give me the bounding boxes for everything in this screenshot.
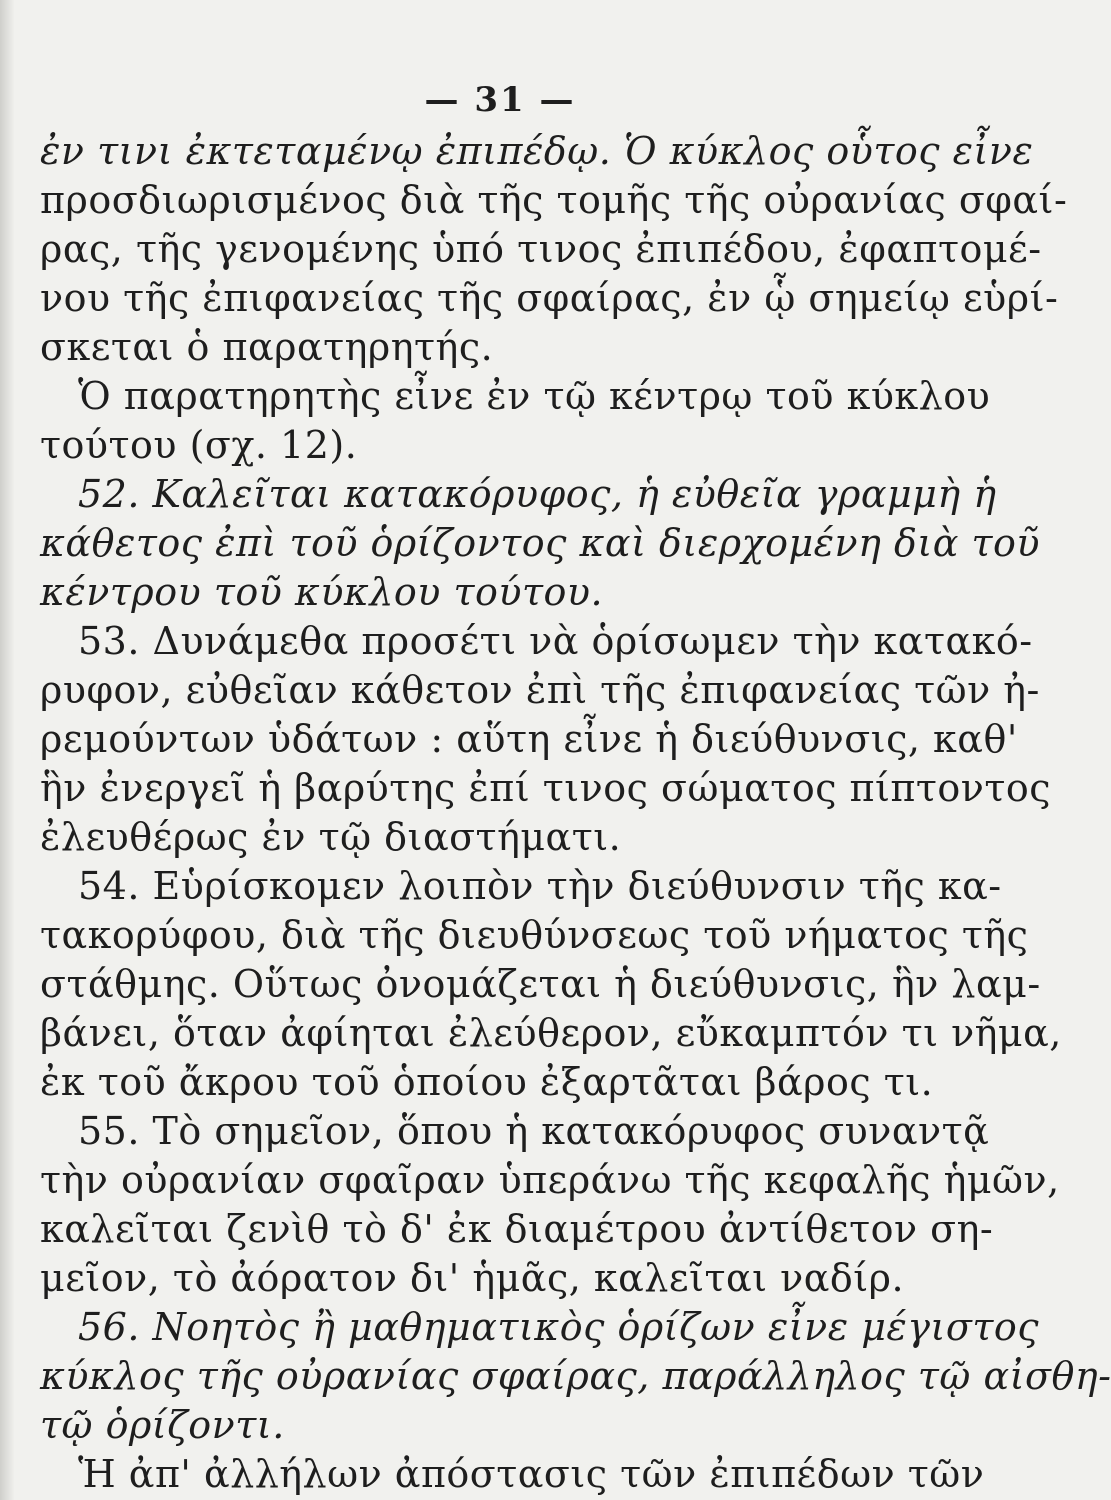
body-text [40,127,1111,1499]
text-line: ἐλευθέρως ἐν τῷ διαστήματι. [40,815,622,859]
text-line: καλεῖται ζενὶθ τὸ δ' ἐκ διαμέτρου ἀντίθετον ση- [40,1207,994,1251]
text-line-section-52: 52. Καλεῖται κατακόρυφος, ἡ εὐθεῖα γραμμὴ ἡ [78,472,997,516]
text-line: σκεται ὁ παρατηρητής. [40,325,494,369]
text-line-section-55: 55. Τὸ σημεῖον, ὅπου ἡ κατακόρυφος συναντᾷ [78,1109,990,1153]
text-line: μεῖον, τὸ ἀόρατον δι' ἡμᾶς, καλεῖται ναδίρ. [40,1256,905,1300]
page-edge [0,0,14,1500]
text-line: ἣν ἐνεργεῖ ἡ βαρύτης ἐπί τινος σώματος πίπτοντος [40,766,1052,810]
text-line-section-54: 54. Εὑρίσκομεν λοιπὸν τὴν διεύθυνσιν τῆς κα- [78,864,1002,908]
text-line: τακορύφου, διὰ τῆς διευθύνσεως τοῦ νήματος τῆς [40,913,1029,957]
text-line-section-53: 53. Δυνάμεθα προσέτι νὰ ὁρίσωμεν τὴν κατακό- [78,619,1033,663]
text-line: στάθμης. Οὕτως ὀνομάζεται ἡ διεύθυνσις, ἣν λαμ- [40,962,1041,1006]
text-line: προσδιωρισμένος διὰ τῆς τομῆς τῆς οὐρανίας σφαί- [40,178,1068,222]
text-line: νου τῆς ἐπιφανείας τῆς σφαίρας, ἐν ᾧ σημείῳ εὑρί- [40,276,1059,320]
text-line: τὴν οὐρανίαν σφαῖραν ὑπεράνω τῆς κεφαλῆς ἡμῶν, [40,1158,1060,1202]
text-line: Ἡ ἀπ' ἀλλήλων ἀπόστασις τῶν ἐπιπέδων τῶν [78,1452,985,1496]
text-line: ἐν τινι ἐκτεταμένῳ ἐπιπέδῳ. Ὁ κύκλος οὗτος εἶνε [40,129,1034,173]
text-line-section-56: 56. Νοητὸς ἢ μαθηματικὸς ὁρίζων εἶνε μέγιστος [78,1305,1040,1349]
text-line: τῷ ὁρίζοντι. [40,1403,285,1447]
text-line: κέντρου τοῦ κύκλου τούτου. [40,570,604,614]
text-line: Ὁ παρατηρητὴς εἶνε ἐν τῷ κέντρῳ τοῦ κύκλου [78,374,991,418]
text-line: κάθετος ἐπὶ τοῦ ὁρίζοντος καὶ διερχομένη διὰ τοῦ [40,521,1041,565]
text-line: βάνει, ὅταν ἀφίηται ἐλεύθερον, εὔκαμπτόν τι νῆμα, [40,1011,1062,1055]
text-line: τούτου (σχ. 12). [40,423,358,467]
text-line: κύκλος τῆς οὐρανίας σφαίρας, παράλληλος τῷ αἰσθη- [40,1354,1111,1398]
text-line: ρυφον, εὐθεῖαν κάθετον ἐπὶ τῆς ἐπιφανείας τῶν ἠ- [40,668,1040,712]
text-line: ρας, τῆς γενομένης ὑπό τινος ἐπιπέδου, ἐφαπτομέ- [40,227,1042,271]
page-number: — 31 — [424,80,576,120]
text-line: ἐκ τοῦ ἄκρου τοῦ ὁποίου ἐξαρτᾶται βάρος τι. [40,1060,934,1104]
text-line: ρεμούντων ὑδάτων : αὕτη εἶνε ἡ διεύθυνσις, καθ' [40,717,1018,761]
